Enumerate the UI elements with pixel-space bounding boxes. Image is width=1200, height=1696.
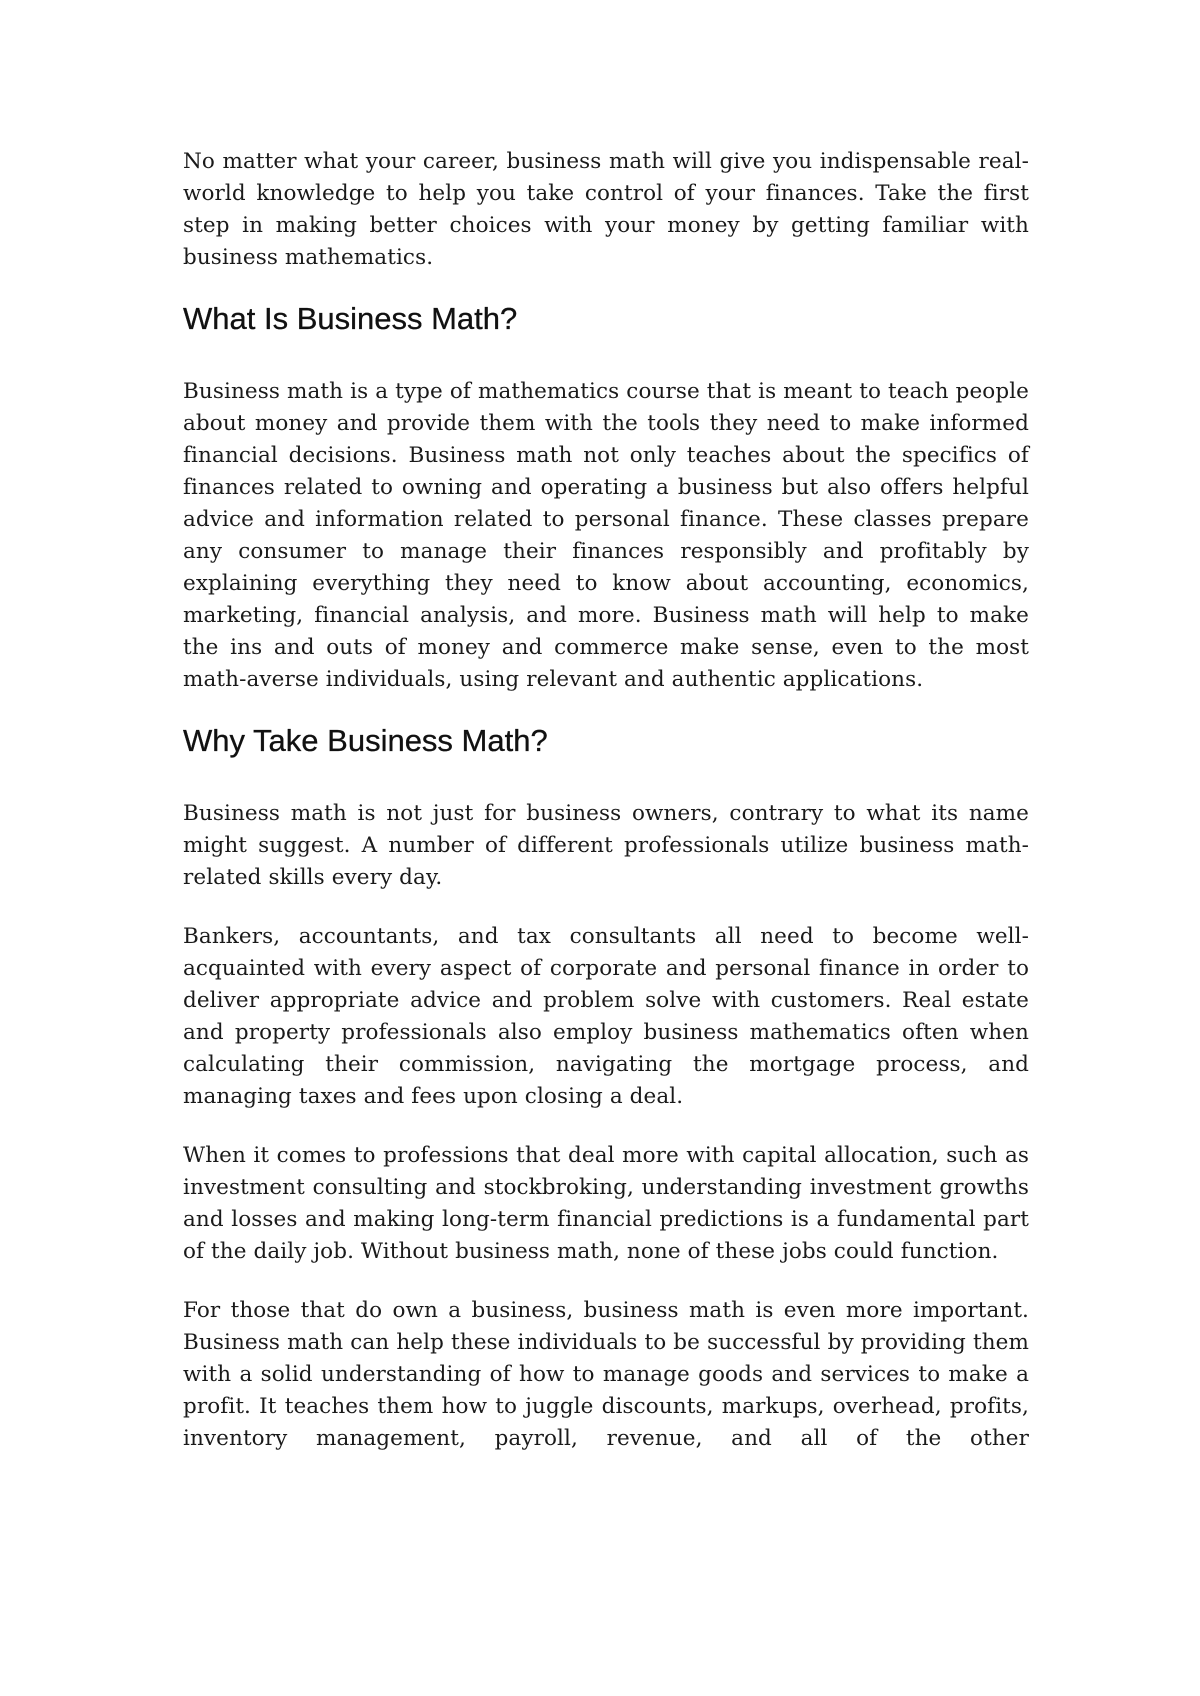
document-page (183, 146, 1029, 1455)
intro-paragraph: No matter what your career, business math will give you indispensable real-world knowledge to help you take control of your finances. Take the first step in making better choices with your money by getting familiar with business mathematics. (183, 149, 1029, 270)
body-paragraph: Business math is not just for business owners, contrary to what its name might suggest. A number of different professionals utilize business math-related skills every day. (183, 801, 1029, 890)
body-paragraph: For those that do own a business, business math is even more important. Business math can help these individuals to be successful by providing them with a solid understanding of how to manage goods and services to make a profit. It teaches them how to juggle discounts, markups, overhead, profits, inventory management, payroll, revenue, and all of the other (183, 1298, 1029, 1451)
body-paragraph: Bankers, accountants, and tax consultants all need to become well-acquainted with every aspect of corporate and personal finance in order to deliver appropriate advice and problem solve with customers. Real estate and property professionals also employ business mathematics often when calculating their commission, navigating the mortgage process, and managing taxes and fees upon closing a deal. (183, 924, 1029, 1109)
body-paragraph: When it comes to professions that deal more with capital allocation, such as investment consulting and stockbroking, understanding investment growths and losses and making long-term financial predictions is a fundamental part of the daily job. Without business math, none of these jobs could function. (183, 1143, 1029, 1264)
section-heading-what-is-business-math: What Is Business Math? (183, 301, 518, 336)
body-paragraph: Business math is a type of mathematics course that is meant to teach people about money and provide them with the tools they need to make informed financial decisions. Business math not only teaches about the specifics of finances related to owning and operating a business but also offers helpful advice and information related to personal finance. These classes prepare any consumer to manage their finances responsibly and profitably by explaining everything they need to know about accounting, economics, marketing, financial analysis, and more. Business math will help to make the ins and outs of money and commerce make sense, even to the most math-averse individuals, using relevant and authentic applications. (183, 379, 1029, 692)
section-heading-why-take-business-math: Why Take Business Math? (183, 723, 548, 758)
